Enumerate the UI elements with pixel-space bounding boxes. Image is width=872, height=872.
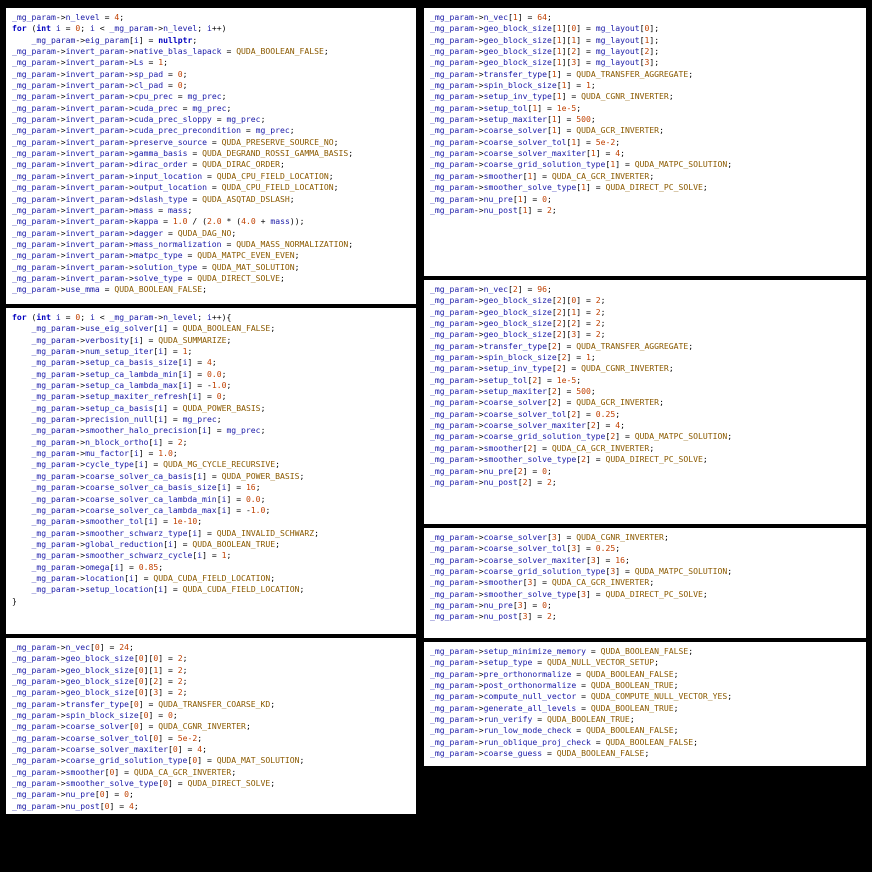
code-line: _mg_param->cycle_type[i] = QUDA_MG_CYCLE_RECURSIVE;	[31, 459, 281, 470]
code-line: _mg_param->setup_maxiter[2] = 500;	[430, 386, 596, 397]
code-line: _mg_param->setup_ca_lambda_min[i] = 0.0;	[31, 368, 227, 379]
code-line: _mg_param->coarse_solver_maxiter[2] = 4;	[430, 420, 625, 431]
code-line: _mg_param->invert_param->sp_pad = 0;	[12, 68, 188, 79]
code-line: _mg_param->invert_param->matpc_type = QUDA_MATPC_EVEN_EVEN;	[12, 250, 300, 261]
code-line: _mg_param->location[i] = QUDA_CUDA_FIELD_LOCATION;	[31, 572, 276, 583]
code-line: _mg_param->geo_block_size[2][3] = 2;	[430, 329, 606, 340]
code-line: _mg_param->invert_param->preserve_source = QUDA_PRESERVE_SOURCE_NO;	[12, 136, 339, 147]
code-line: _mg_param->invert_param->output_location = QUDA_CPU_FIELD_LOCATION;	[12, 182, 339, 193]
code-line: _mg_param->invert_param->solution_type = QUDA_MAT_SOLUTION;	[12, 261, 300, 272]
code-line: _mg_param->coarse_solver_ca_lambda_min[i] = 0.0;	[31, 493, 266, 504]
code-line: _mg_param->setup_type = QUDA_NULL_VECTOR_SETUP;	[430, 657, 660, 668]
code-line: _mg_param->geo_block_size[1][1] = mg_layout[1];	[430, 34, 660, 45]
code-line: _mg_param->n_vec[0] = 24;	[12, 642, 134, 652]
code-line: _mg_param->invert_param->dirac_order = QUDA_DIRAC_ORDER;	[12, 159, 285, 170]
code-line: _mg_param->coarse_solver_ca_basis[i] = QUDA_POWER_BASIS;	[31, 470, 305, 481]
code-line: _mg_param->n_block_ortho[i] = 2;	[31, 436, 188, 447]
code-line: _mg_param->invert_param->Ls = 1;	[12, 57, 168, 68]
code-line: _mg_param->setup_maxiter_refresh[i] = 0;	[31, 391, 227, 402]
code-line: _mg_param->transfer_type[2] = QUDA_TRANSFER_AGGREGATE;	[430, 340, 694, 351]
code-line: _mg_param->setup_tol[2] = 1e-5;	[430, 374, 582, 385]
code-line: _mg_param->setup_ca_basis[i] = QUDA_POWER_BASIS;	[31, 402, 266, 413]
code-line: _mg_param->geo_block_size[1][2] = mg_layout[2];	[430, 46, 660, 57]
code-line: _mg_param->use_mma = QUDA_BOOLEAN_FALSE;	[12, 284, 207, 295]
code-line: _mg_param->setup_ca_lambda_max[i] = -1.0;	[31, 380, 232, 391]
code-line: _mg_param->verbosity[i] = QUDA_SUMMARIZE;	[31, 334, 232, 345]
code-line: _mg_param->run_low_mode_check = QUDA_BOOLEAN_FALSE;	[430, 725, 679, 736]
code-line: _mg_param->invert_param->mass_normalization = QUDA_MASS_NORMALIZATION;	[12, 238, 354, 249]
code-line: _mg_param->coarse_solver_tol[0] = 5e-2;	[12, 732, 203, 743]
code-line: _mg_param->setup_location[i] = QUDA_CUDA_FIELD_LOCATION;	[31, 584, 305, 595]
code-line: _mg_param->geo_block_size[0][3] = 2;	[12, 687, 188, 698]
code-line: _mg_param->invert_param->cpu_prec = mg_prec;	[12, 91, 227, 102]
code-line: _mg_param->generate_all_levels = QUDA_BOOLEAN_TRUE;	[430, 702, 679, 713]
code-panel-level-common	[6, 8, 416, 304]
code-line: _mg_param->coarse_grid_solution_type[2] = QUDA_MATPC_SOLUTION;	[430, 431, 733, 442]
code-line: _mg_param->invert_param->solve_type = QUDA_DIRECT_SOLVE;	[12, 272, 285, 283]
code-line: _mg_param->coarse_solver[2] = QUDA_GCR_INVERTER;	[430, 397, 664, 408]
code-line: _mg_param->nu_pre[2] = 0;	[430, 465, 552, 476]
code-line: _mg_param->coarse_solver[3] = QUDA_CGNR_INVERTER;	[430, 532, 669, 542]
code-line: _mg_param->smoother[3] = QUDA_CA_GCR_INVERTER;	[430, 577, 655, 588]
code-line: _mg_param->compute_null_vector = QUDA_COMPUTE_NULL_VECTOR_YES;	[430, 691, 733, 702]
code-line: _mg_param->smoother_schwarz_type[i] = QUDA_INVALID_SCHWARZ;	[31, 527, 320, 538]
code-line: _mg_param->spin_block_size[2] = 1;	[430, 352, 596, 363]
code-line: _mg_param->smoother[1] = QUDA_CA_GCR_INVERTER;	[430, 170, 655, 181]
code-line: _mg_param->coarse_solver_tol[1] = 5e-2;	[430, 136, 621, 147]
code-line: _mg_param->omega[i] = 0.85;	[31, 561, 164, 572]
code-line: _mg_param->invert_param->mass = mass;	[12, 204, 193, 215]
code-line: _mg_param->coarse_solver_tol[2] = 0.25;	[430, 408, 621, 419]
code-line: _mg_param->smoother_solve_type[0] = QUDA_DIRECT_SOLVE;	[12, 778, 276, 789]
code-line: _mg_param->coarse_guess = QUDA_BOOLEAN_FALSE;	[430, 748, 650, 759]
code-line: for (int i = 0; i < _mg_param->n_level; i++)	[12, 23, 227, 34]
code-line: for (int i = 0; i < _mg_param->n_level; i++){	[12, 312, 232, 322]
code-line: _mg_param->invert_param->kappa = 1.0 / (2.0 * (4.0 + mass));	[12, 216, 305, 227]
code-line: _mg_param->geo_block_size[1][0] = mg_layout[0];	[430, 23, 660, 34]
code-panel-level-2	[424, 280, 866, 524]
code-line: _mg_param->n_vec[1] = 64;	[430, 12, 552, 22]
code-line: _mg_param->invert_param->cl_pad = 0;	[12, 80, 188, 91]
code-panel-setup-loop	[6, 308, 416, 634]
code-line: _mg_param->setup_inv_type[2] = QUDA_CGNR_INVERTER;	[430, 363, 674, 374]
code-line: _mg_param->post_orthonormalize = QUDA_BOOLEAN_TRUE;	[430, 680, 679, 691]
code-line: _mg_param->invert_param->gamma_basis = QUDA_DEGRAND_ROSSI_GAMMA_BASIS;	[12, 148, 354, 159]
code-line: _mg_param->coarse_grid_solution_type[0] = QUDA_MAT_SOLUTION;	[12, 755, 305, 766]
code-line: _mg_param->nu_post[0] = 4;	[12, 800, 139, 811]
code-line: _mg_param->coarse_grid_solution_type[1] = QUDA_MATPC_SOLUTION;	[430, 159, 733, 170]
code-line: _mg_param->geo_block_size[0][2] = 2;	[12, 676, 188, 687]
code-line: _mg_param->global_reduction[i] = QUDA_BOOLEAN_TRUE;	[31, 538, 281, 549]
code-line: _mg_param->smoother_solve_type[3] = QUDA_DIRECT_PC_SOLVE;	[430, 588, 708, 599]
code-line: _mg_param->spin_block_size[1] = 1;	[430, 80, 596, 91]
code-line: _mg_param->n_vec[2] = 96;	[430, 284, 552, 294]
code-line: _mg_param->geo_block_size[0][0] = 2;	[12, 653, 188, 664]
code-line: _mg_param->geo_block_size[0][1] = 2;	[12, 664, 188, 675]
code-line: _mg_param->setup_tol[1] = 1e-5;	[430, 102, 582, 113]
code-line: }	[12, 595, 17, 606]
code-line: _mg_param->pre_orthonormalize = QUDA_BOOLEAN_FALSE;	[430, 668, 679, 679]
code-line: _mg_param->invert_param->dslash_type = QUDA_ASQTAD_DSLASH;	[12, 193, 295, 204]
code-line: _mg_param->setup_minimize_memory = QUDA_BOOLEAN_FALSE;	[430, 646, 694, 656]
code-panel-level-3	[424, 528, 866, 638]
code-line: _mg_param->spin_block_size[0] = 0;	[12, 710, 178, 721]
code-line: _mg_param->smoother_solve_type[2] = QUDA_DIRECT_PC_SOLVE;	[430, 454, 708, 465]
code-line: _mg_param->coarse_solver[0] = QUDA_CGNR_INVERTER;	[12, 721, 251, 732]
code-line: _mg_param->nu_pre[0] = 0;	[12, 789, 134, 800]
code-line: _mg_param->coarse_solver_ca_lambda_max[i] = -1.0;	[31, 504, 271, 515]
code-line: _mg_param->coarse_solver_maxiter[3] = 16;	[430, 554, 630, 565]
code-line: _mg_param->invert_param->cuda_prec_precondition = mg_prec;	[12, 125, 295, 136]
code-line: _mg_param->setup_maxiter[1] = 500;	[430, 114, 596, 125]
code-line: _mg_param->transfer_type[0] = QUDA_TRANSFER_COARSE_KD;	[12, 698, 276, 709]
code-line: _mg_param->smoother[2] = QUDA_CA_GCR_INVERTER;	[430, 442, 655, 453]
code-line: _mg_param->coarse_solver_ca_basis_size[i] = 16;	[31, 482, 261, 493]
code-line: _mg_param->n_level = 4;	[12, 12, 125, 22]
code-line: _mg_param->smoother_halo_precision[i] = mg_prec;	[31, 425, 266, 436]
code-line: _mg_param->num_setup_iter[i] = 1;	[31, 346, 193, 357]
code-line: _mg_param->invert_param->cuda_prec_sloppy = mg_prec;	[12, 114, 266, 125]
code-line: _mg_param->coarse_solver_tol[3] = 0.25;	[430, 543, 621, 554]
code-line: _mg_param->coarse_grid_solution_type[3] = QUDA_MATPC_SOLUTION;	[430, 566, 733, 577]
code-line: _mg_param->mu_factor[i] = 1.0;	[31, 448, 178, 459]
code-line: _mg_param->nu_post[3] = 2;	[430, 611, 557, 622]
code-line: _mg_param->geo_block_size[2][2] = 2;	[430, 318, 606, 329]
code-line: _mg_param->invert_param->native_blas_lapack = QUDA_BOOLEAN_FALSE;	[12, 46, 329, 57]
code-line: _mg_param->geo_block_size[1][3] = mg_layout[3];	[430, 57, 660, 68]
code-line: _mg_param->geo_block_size[2][0] = 2;	[430, 295, 606, 306]
code-line: _mg_param->nu_post[2] = 2;	[430, 476, 557, 487]
code-line: _mg_param->smoother[0] = QUDA_CA_GCR_INVERTER;	[12, 766, 237, 777]
code-line: _mg_param->precision_null[i] = mg_prec;	[31, 414, 222, 425]
code-line: _mg_param->transfer_type[1] = QUDA_TRANSFER_AGGREGATE;	[430, 68, 694, 79]
code-line: _mg_param->smoother_schwarz_cycle[i] = 1;	[31, 550, 232, 561]
code-line: _mg_param->coarse_solver_maxiter[0] = 4;	[12, 744, 207, 755]
code-line: _mg_param->run_verify = QUDA_BOOLEAN_TRUE;	[430, 714, 635, 725]
code-line: _mg_param->setup_inv_type[1] = QUDA_CGNR_INVERTER;	[430, 91, 674, 102]
code-line: _mg_param->invert_param->dagger = QUDA_DAG_NO;	[12, 227, 237, 238]
code-line: _mg_param->smoother_tol[i] = 1e-10;	[31, 516, 203, 527]
code-panel-level-1	[424, 8, 866, 276]
code-line: _mg_param->run_oblique_proj_check = QUDA_BOOLEAN_FALSE;	[430, 736, 699, 747]
code-line: _mg_param->coarse_solver_maxiter[1] = 4;	[430, 148, 625, 159]
code-line: _mg_param->nu_post[1] = 2;	[430, 204, 557, 215]
code-line: _mg_param->nu_pre[3] = 0;	[430, 600, 552, 611]
code-line: _mg_param->nu_pre[1] = 0;	[430, 193, 552, 204]
code-panel-global-flags	[424, 642, 866, 766]
code-line: _mg_param->setup_ca_basis_size[i] = 4;	[31, 357, 217, 368]
code-line: _mg_param->invert_param->input_location = QUDA_CPU_FIELD_LOCATION;	[12, 170, 334, 181]
code-line: _mg_param->smoother_solve_type[1] = QUDA_DIRECT_PC_SOLVE;	[430, 182, 708, 193]
code-panel-level-0	[6, 638, 416, 814]
code-line: _mg_param->use_eig_solver[i] = QUDA_BOOLEAN_FALSE;	[31, 323, 276, 334]
code-line: _mg_param->geo_block_size[2][1] = 2;	[430, 306, 606, 317]
code-line: _mg_param->coarse_solver[1] = QUDA_GCR_INVERTER;	[430, 125, 664, 136]
code-line: _mg_param->invert_param->cuda_prec = mg_prec;	[12, 102, 232, 113]
code-line: _mg_param->eig_param[i] = nullptr;	[31, 34, 198, 45]
